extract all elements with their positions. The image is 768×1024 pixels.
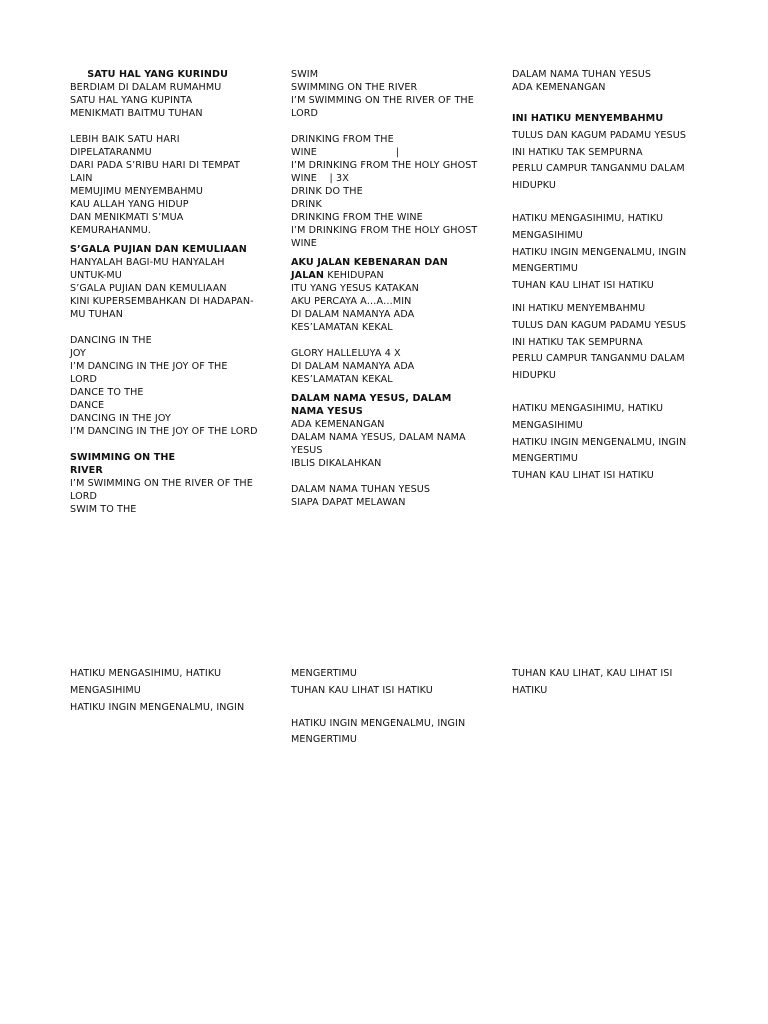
song-title-line: SWIMMING ON THE [70, 452, 176, 463]
lyric-line: DALAM NAMA YESUS, DALAM NAMA [291, 432, 466, 443]
lyric-line: TUHAN KAU LIHAT, KAU LIHAT ISI [512, 668, 673, 679]
lyric-line: MENIKMATI BAITMU TUHAN [70, 108, 203, 119]
lyric-line: I’M SWIMMING ON THE RIVER OF THE [70, 478, 253, 489]
lyric-line: HATIKU INGIN MENGENALMU, INGIN [291, 717, 466, 729]
lyric-line: HATIKU MENGASIHIMU, HATIKU [512, 402, 664, 414]
lyric-line: ADA KEMENANGAN [512, 82, 606, 93]
bottom-column-3 [512, 666, 712, 700]
lyric-line: ITU YANG YESUS KATAKAN [291, 283, 419, 294]
lyric-line: DALAM NAMA TUHAN YESUS [291, 484, 431, 495]
lyric-line: HIDUPKU [512, 180, 556, 192]
lyric-line: LEBIH BAIK SATU HARI [70, 134, 180, 145]
line-gap [70, 120, 270, 133]
lyric-line: INI HATIKU TAK SEMPURNA [512, 146, 643, 158]
lyric-line: MENGERTIMU [512, 263, 578, 275]
lyric-line: DANCING IN THE JOY [70, 413, 171, 424]
lyric-line: MENGERTIMU [291, 668, 357, 679]
song-title-line: DALAM NAMA YESUS, DALAM [291, 393, 452, 404]
lyric-line: IBLIS DIKALAHKAN [291, 458, 382, 469]
lyric-line: HATIKU MENGASIHIMU, HATIKU [512, 212, 664, 224]
song-title-fragment: JALAN [291, 270, 325, 281]
song-title-line: INI HATIKU MENYEMBAHMU [512, 113, 664, 124]
line-gap [291, 334, 496, 347]
lyric-line: HATIKU [512, 684, 548, 696]
bottom-column-1 [70, 666, 270, 716]
lyric-line: KES’LAMATAN KEKAL [291, 322, 393, 333]
lyric-line: TUHAN KAU LIHAT ISI HATIKU [291, 684, 433, 696]
lyric-line: HATIKU MENGASIHIMU, HATIKU [70, 668, 222, 679]
lyric-line: MEMUJIMU MENYEMBAHMU [70, 186, 204, 197]
song-title-line: S’GALA PUJIAN DAN KEMULIAAN [70, 244, 247, 255]
lyric-line: GLORY HALLELUYA 4 X [291, 348, 401, 359]
lyric-line: WINE | 3X [291, 173, 349, 184]
lyric-line: ADA KEMENANGAN [291, 419, 385, 430]
line-gap [70, 438, 270, 451]
lyric-line: UNTUK-MU [70, 270, 122, 281]
lyric-line: WINE [291, 238, 317, 249]
lyric-line: HANYALAH BAGI-MU HANYALAH [70, 257, 225, 268]
lyric-line: I’M DRINKING FROM THE HOLY GHOST [291, 160, 478, 171]
lyric-line: DI DALAM NAMANYA ADA [291, 361, 415, 372]
lyric-line: KINI KUPERSEMBAHKAN DI HADAPAN- [70, 296, 254, 307]
song-title-line: AKU JALAN KEBENARAN DAN [291, 257, 448, 268]
lyric-line: LORD [70, 491, 98, 502]
lyric-line: LORD [291, 108, 319, 119]
lyric-line: MENGASIHIMU [512, 229, 583, 241]
top-column-2 [291, 68, 496, 509]
lyric-line: PERLU CAMPUR TANGANMU DALAM [512, 163, 685, 175]
lyric-line: KES’LAMATAN KEKAL [291, 374, 393, 385]
lyric-line: BERDIAM DI DALAM RUMAHMU [70, 82, 222, 93]
lyric-line: SWIM TO THE [70, 504, 137, 515]
lyric-line: TULUS DAN KAGUM PADAMU YESUS [512, 129, 687, 141]
lyric-line: MENGASIHIMU [70, 684, 141, 696]
lyric-line: PERLU CAMPUR TANGANMU DALAM [512, 353, 685, 365]
lyric-fragment: KEHIDUPAN [324, 270, 384, 281]
lyric-line: LORD [70, 374, 98, 385]
lyric-line: TUHAN KAU LIHAT ISI HATIKU [512, 470, 654, 482]
lyric-line: WINE | [291, 147, 400, 158]
lyric-line: HATIKU INGIN MENGENALMU, INGIN [512, 246, 687, 258]
line-gap [291, 470, 496, 483]
top-column-3 [512, 111, 712, 485]
lyric-line: INI HATIKU TAK SEMPURNA [512, 336, 643, 348]
top-column-1 [70, 68, 270, 516]
lyric-line: KAU ALLAH YANG HIDUP [70, 199, 189, 210]
lyric-line: KEMURAHANMU. [70, 225, 151, 236]
line-gap [512, 195, 712, 211]
lyric-line: DANCING IN THE [70, 335, 152, 346]
lyric-line: SATU HAL YANG KUPINTA [70, 95, 193, 106]
lyric-line: SWIM [291, 69, 319, 80]
line-gap [291, 120, 496, 133]
lyric-line: DRINKING FROM THE [291, 134, 394, 145]
lyric-line: DI DALAM NAMANYA ADA [291, 309, 415, 320]
lyric-line: SIAPA DAPAT MELAWAN [291, 497, 406, 508]
lyric-line: HIDUPKU [512, 370, 556, 382]
lyric-line: I’M DRINKING FROM THE HOLY GHOST [291, 225, 478, 236]
lyric-line: DRINKING FROM THE WINE [291, 212, 423, 223]
lyric-line: S’GALA PUJIAN DAN KEMULIAAN [70, 283, 227, 294]
lyric-line: TULUS DAN KAGUM PADAMU YESUS [512, 319, 687, 331]
lyric-line: I’M SWIMMING ON THE RIVER OF THE [291, 95, 474, 106]
lyric-line: SWIMMING ON THE RIVER [291, 82, 418, 93]
lyric-line: I’M DANCING IN THE JOY OF THE [70, 361, 228, 372]
line-gap [512, 385, 712, 401]
lyric-line: DANCE [70, 400, 105, 411]
lyric-line: DIPELATARANMU [70, 147, 152, 158]
bottom-column-2 [291, 666, 496, 749]
line-gap [70, 321, 270, 334]
lyric-line: DANCE TO THE [70, 387, 144, 398]
lyric-line: AKU PERCAYA A…A…MIN [291, 296, 412, 307]
song-title-line: RIVER [70, 465, 103, 476]
lyric-line: HATIKU INGIN MENGENALMU, INGIN [512, 436, 687, 448]
lyric-line: DRINK [291, 199, 322, 210]
lyric-line: DRINK DO THE [291, 186, 363, 197]
song-title-line [291, 269, 496, 282]
lyric-line: DAN MENIKMATI S’MUA [70, 212, 184, 223]
song-title-line: SATU HAL YANG KURINDU [70, 69, 228, 80]
lyric-line: DALAM NAMA TUHAN YESUS [512, 69, 652, 80]
lyric-line: I’M DANCING IN THE JOY OF THE LORD [70, 426, 258, 437]
lyric-line: TUHAN KAU LIHAT ISI HATIKU [512, 280, 654, 292]
lyric-line: JOY [70, 348, 87, 359]
lyric-line: YESUS [291, 445, 323, 456]
lyric-line: MENGERTIMU [291, 734, 357, 746]
lyric-line: LAIN [70, 173, 93, 184]
line-gap [291, 700, 496, 716]
lyric-line: MENGERTIMU [512, 453, 578, 465]
lyric-line: INI HATIKU MENYEMBAHMU [512, 302, 646, 314]
lyric-line: DARI PADA S’RIBU HARI DI TEMPAT [70, 160, 240, 171]
lyric-line: MU TUHAN [70, 309, 123, 320]
top-column-3-head [512, 68, 712, 94]
lyric-line: MENGASIHIMU [512, 419, 583, 431]
lyric-line: HATIKU INGIN MENGENALMU, INGIN [70, 701, 245, 713]
song-title-line: NAMA YESUS [291, 406, 363, 417]
